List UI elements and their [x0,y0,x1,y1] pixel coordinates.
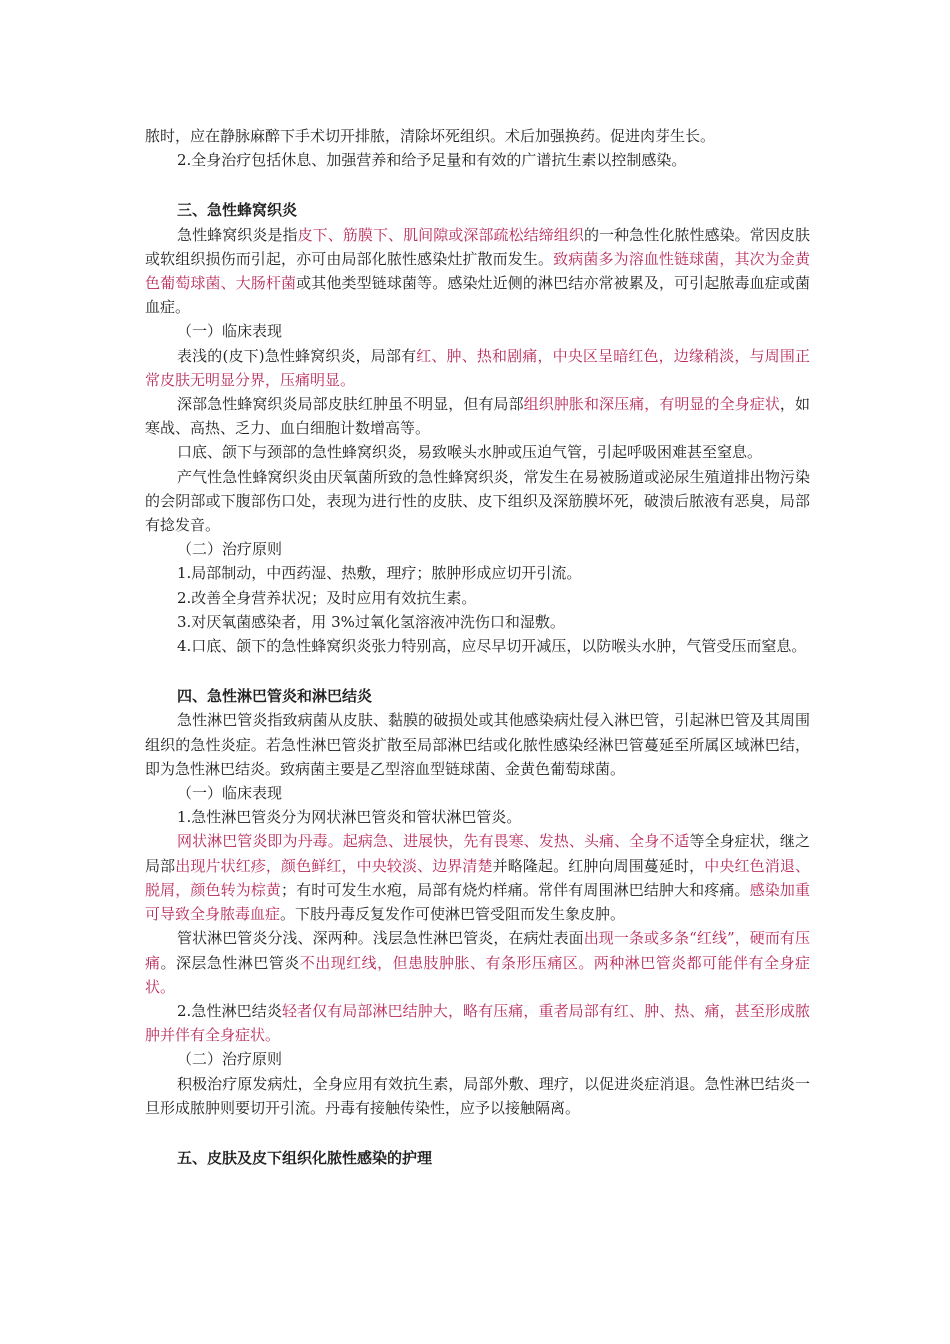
paragraph [145,465,810,538]
text-run: 1.急性淋巴管炎分为网状淋巴管炎和管状淋巴管炎。 [177,808,522,827]
section-gap [145,172,810,198]
highlighted-text: 红、肿、热和剧痛，中央区呈暗红色，边缘稍淡，与周围正常皮肤无明显分界，压痛明显。 [145,346,810,389]
text-run: 等全身症状，继之局部 [145,832,810,875]
text-run: 口底、颌下与颈部的急性蜂窝织炎，易致喉头水肿或压迫气管，引起呼吸困难甚至窒息。 [177,443,763,462]
text-run: 脓时，应在静脉麻醉下手术切开排脓，清除坏死组织。术后加强换药。促进肉芽生长。 [145,127,716,145]
text-run: 深部急性蜂窝织炎局部皮肤红肿虽不明显，但有局部 [177,395,524,414]
paragraph [145,124,810,148]
paragraph [145,829,810,926]
text-run: 的一种急性化脓性感染。常因皮肤或软组织损伤而引起，亦可由局部化脓性感染灶扩散而发生。 [145,225,810,268]
text-run: ，如寒战、高热、乏力、血白细胞计数增高等。 [145,395,810,438]
paragraph [145,708,810,781]
highlighted-text: 不出现红线，但患肢肿胀、有条形压痛区。两种淋巴管炎都可能伴有全身症状。 [145,953,810,996]
highlighted-text: 致病菌多为溶血性链球菌，其次为金黄色葡萄球菌、大肠杆菌 [145,249,810,293]
section-heading [145,684,810,708]
highlighted-text: 网状淋巴管炎即为丹毒。起病急、进展快，先有畏寒、发热、头痛、全身不适 [177,832,690,851]
paragraph [145,440,810,464]
paragraph [145,537,810,561]
paragraph [145,561,810,585]
text-run: 三、急性蜂窝织炎 [177,201,298,220]
section-heading [145,1146,810,1170]
text-run: （二）治疗原则 [177,540,283,559]
paragraph [145,223,810,320]
paragraph [145,344,810,392]
paragraph [145,781,810,805]
text-run: 2.改善全身营养状况；及时应用有效抗生素。 [177,588,477,607]
text-run: 或其他类型链球菌等。感染灶近侧的淋巴结亦常被累及，可引起脓毒血症或菌血症。 [145,274,810,317]
text-run: 。下肢丹毒反复发作可使淋巴管受阻而发生象皮肿。 [280,905,626,924]
paragraph [145,586,810,610]
paragraph [145,999,810,1047]
highlighted-text: 出现片状红疹，颜色鲜红，中央较淡、边界清楚 [175,856,493,875]
text-run: 急性淋巴管炎指致病菌从皮肤、黏膜的破损处或其他感染病灶侵入淋巴管，引起淋巴管及其周围组织的急性炎症。若急性淋巴管炎扩散至局部淋巴结或化脓性感染经淋巴管蔓延至所属区域淋巴结，即为急性淋巴结炎。致病菌主要是乙型溶血型链球菌、金黄色葡萄球菌。 [145,711,810,778]
text-run: （二）治疗原则 [177,1050,283,1069]
section-heading [145,198,810,222]
section-gap [145,1120,810,1146]
text-run: ；有时可发生水疱，局部有烧灼样痛。常伴有周围淋巴结肿大和疼痛。 [281,880,750,899]
highlighted-text: 组织肿胀和深压痛，有明显的全身症状 [523,395,780,414]
text-run: 四、急性淋巴管炎和淋巴结炎 [177,687,373,706]
text-run: 产气性急性蜂窝织炎由厌氧菌所致的急性蜂窝织炎，常发生在易被肠道或泌尿生殖道排出物污染的会阴部或下腹部伤口处，表现为进行性的皮肤、皮下组织及深筋膜坏死，破溃后脓液有恶臭，局部有捻发音。 [145,467,810,535]
text-run: 急性蜂窝织炎是指 [177,225,298,244]
text-run: 。深层急性淋巴管炎 [160,953,300,972]
text-run: 1.局部制动，中西药湿、热敷，理疗；脓肿形成应切开引流。 [177,564,582,583]
text-run: 管状淋巴管炎分浅、深两种。浅层急性淋巴管炎，在病灶表面 [177,929,584,948]
paragraph [145,1072,810,1120]
text-run: （一）临床表现 [177,322,283,341]
paragraph [145,148,810,172]
highlighted-text: 中央红色消退、脱屑，颜色转为棕黄 [145,856,810,899]
paragraph [145,392,810,440]
paragraph [145,610,810,634]
text-run: 2.全身治疗包括休息、加强营养和给予足量和有效的广谱抗生素以控制感染。 [177,151,687,170]
paragraph [145,319,810,343]
paragraph [145,634,810,658]
text-run: 积极治疗原发病灶，全身应用有效抗生素，局部外敷、理疗，以促进炎症消退。急性淋巴结炎一旦形成脓肿则要切开引流。丹毒有接触传染性，应予以接触隔离。 [145,1074,810,1117]
paragraph [145,805,810,829]
text-run: 3.对厌氧菌感染者，用 3%过氧化氢溶液冲洗伤口和湿敷。 [177,612,565,631]
section-gap [145,658,810,684]
paragraph [145,926,810,999]
text-run: 4.口底、颌下的急性蜂窝织炎张力特别高，应尽早切开减压，以防喉头水肿，气管受压而窒息。 [177,637,807,656]
text-run: 并略隆起。红肿向周围蔓延时， [492,856,705,875]
text-run: 2.急性淋巴结炎 [177,1001,282,1020]
document-page [145,124,810,1170]
highlighted-text: 皮下、筋膜下、肌间隙或深部疏松结缔组织 [297,225,584,244]
highlighted-text: 轻者仅有局部淋巴结肿大，略有压痛，重者局部有红、肿、热、痛，甚至形成脓肿并伴有全身症状。 [145,1001,811,1045]
highlighted-text: 感染加重可导致全身脓毒血症 [145,880,810,924]
text-run: （一）临床表现 [177,784,283,803]
paragraph [145,1047,810,1071]
text-run: 五、皮肤及皮下组织化脓性感染的护理 [177,1148,433,1167]
highlighted-text: 出现一条或多条“红线”，硬而有压痛 [145,929,810,972]
text-run: 表浅的(皮下)急性蜂窝织炎，局部有 [177,346,417,365]
